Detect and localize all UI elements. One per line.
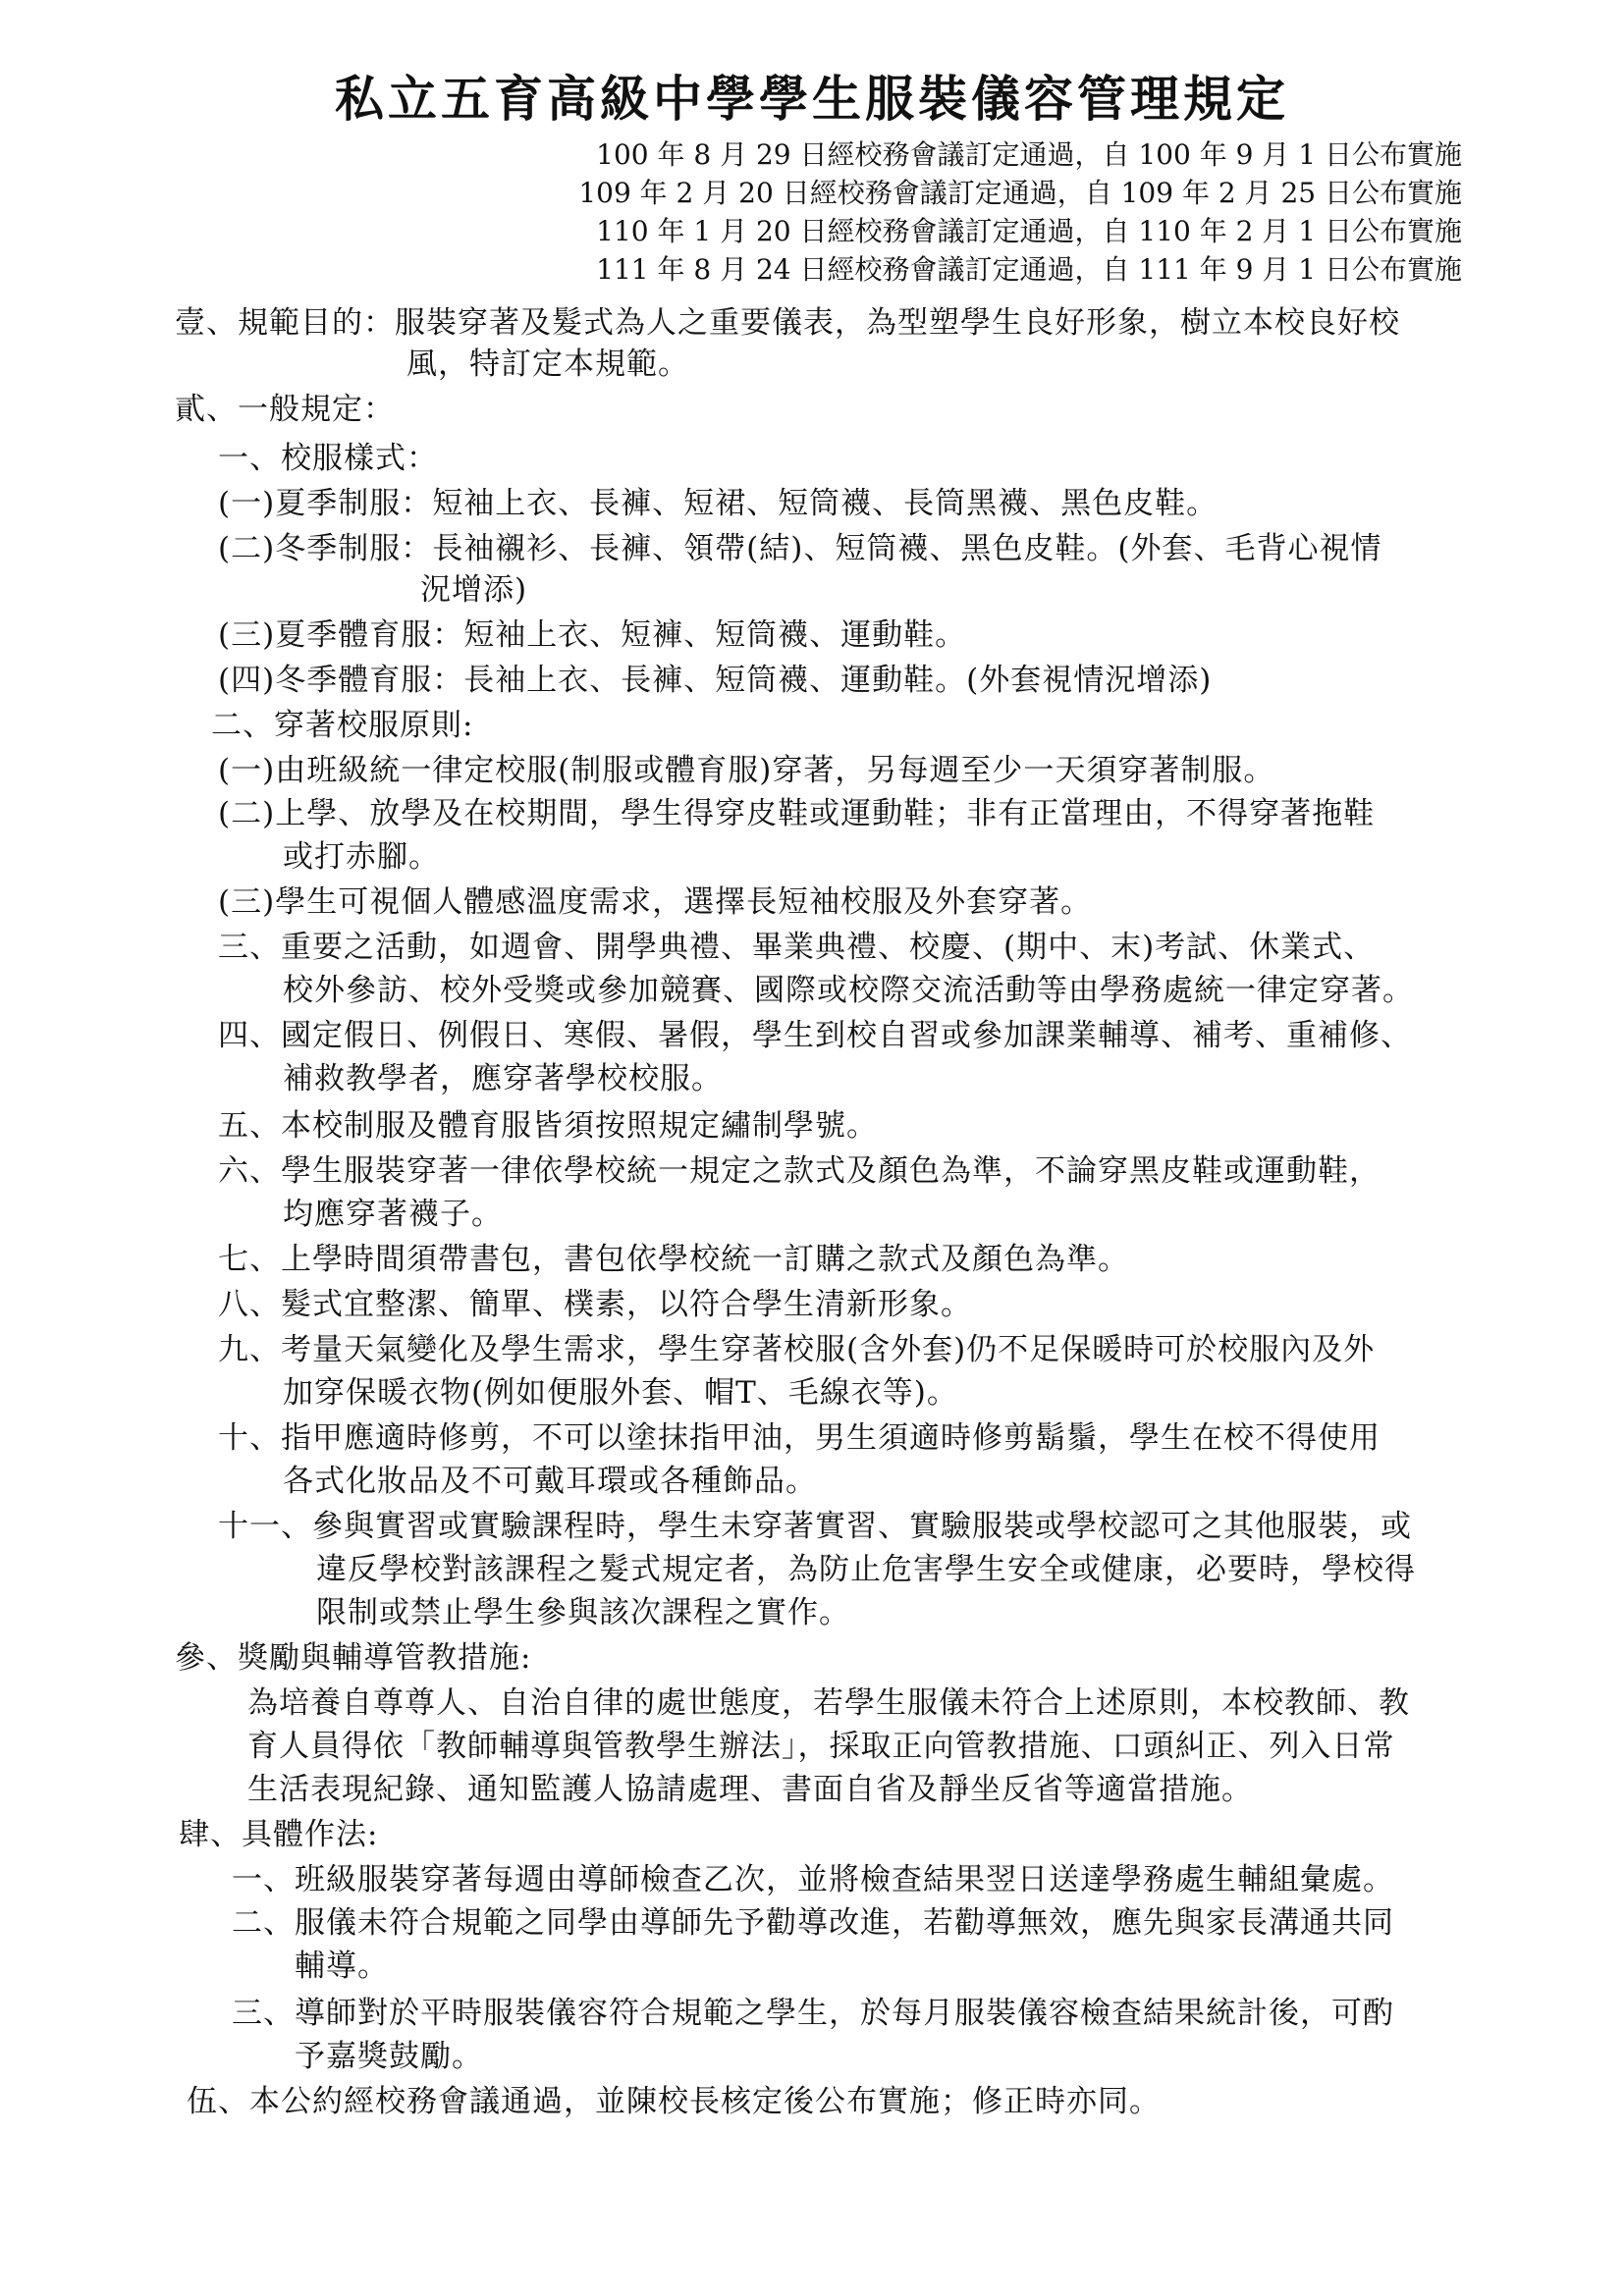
section-discipline: 參、獎勵與輔導管教措施: [175,1640,532,1676]
text-line: (三)學生可視個人體感溫度需求，選擇長短袖校服及外套穿著。 [218,884,1093,920]
item-heading: 一、校服樣式： [218,441,438,476]
text-line: 七、上學時間須帶書包，書包依學校統一訂購之款式及顏色為準。 [218,1242,1129,1277]
text-line: 輔導。 [295,1949,389,1984]
text-line: (四)冬季體育服：長袖上衣、長褲、短筒襪、運動鞋。(外套視情況增添) [218,663,1213,698]
text-line: 六、學生服裝穿著一律依學校統一規定之款式及顏色為準，不論穿黑皮鞋或運動鞋， [218,1153,1380,1189]
text-line: 予嘉獎鼓勵。 [295,2039,483,2074]
section-practice: 肆、具體作法: [179,1817,379,1852]
text-line: 十、指甲應適時修剪，不可以塗抹指甲油，男生須適時修剪鬍鬚，學生在校不得使用 [218,1420,1380,1456]
revision-line: 110 年 1 月 20 日經校務會議訂定通過，自 110 年 2 月 1 日公布實施 [596,215,1462,247]
text-line: 各式化妝品及不可戴耳環或各種飾品。 [283,1464,817,1499]
text-line: (二)上學、放學及在校期間，學生得穿皮鞋或運動鞋；非有正當理由，不得穿著拖鞋 [218,796,1376,831]
text-line: (一)夏季制服：短袖上衣、長褲、短裙、短筒襪、長筒黑襪、黑色皮鞋。 [218,486,1218,521]
page-title: 私立五育高級中學學生服裝儀容管理規定 [335,70,1289,128]
text-line: 加穿保暖衣物(例如便服外套、帽T、毛線衣等)。 [283,1375,958,1411]
text-line: 育人員得依「教師輔導與管教學生辦法」，採取正向管教措施、口頭糾正、列入日常 [247,1729,1395,1764]
text-line: 違反學校對該課程之髮式規定者，為防止危害學生安全或健康，必要時，學校得 [316,1552,1416,1587]
text-line: 或打赤腳。 [283,839,440,875]
text-line: 風，特訂定本規範。 [406,347,689,382]
section-general: 貳、一般規定： [175,392,395,427]
text-line: 均應穿著襪子。 [283,1197,503,1232]
text-line: (一)由班級統一律定校服(制服或體育服)穿著，另每週至少一天須穿著制服。 [218,753,1275,788]
text-line: 校外參訪、校外受獎或參加競賽、國際或校際交流活動等由學務處統一律定穿著。 [283,973,1414,1008]
revision-line: 111 年 8 月 24 日經校務會議訂定通過，自 111 年 9 月 1 日公布實施 [596,253,1462,286]
text-line: 生活表現紀錄、通知監護人協請處理、書面自省及靜坐反省等適當措施。 [247,1772,1253,1807]
text-line: (三)夏季體育服：短袖上衣、短褲、短筒襪、運動鞋。 [218,617,967,653]
text-line: 一、班級服裝穿著每週由導師檢查乙次，並將檢查結果翌日送達學務處生輔組彙處。 [232,1862,1394,1897]
text-line: 限制或禁止學生參與該次課程之實作。 [316,1595,850,1630]
item-heading: 二、穿著校服原則: [211,708,474,743]
section-purpose: 壹、規範目的：服裝穿著及髮式為人之重要儀表，為型塑學生良好形象，樹立本校良好校 [175,305,1400,341]
text-line: 為培養自尊尊人、自治自律的處世態度，若學生服儀未符合上述原則，本校教師、教 [247,1685,1410,1721]
text-line: 況增添) [420,572,528,608]
text-line: 五、本校制服及體育服皆須按照規定繡制學號。 [218,1108,878,1144]
text-line: 三、導師對於平時服裝儀容符合規範之學生，於每月服裝儀容檢查結果統計後，可酌 [232,1996,1394,2031]
revision-line: 100 年 8 月 29 日經校務會議訂定通過，自 100 年 9 月 1 日公布實施 [596,138,1462,171]
text-line: 八、髮式宜整潔、簡單、樸素，以符合學生清新形象。 [218,1287,972,1322]
text-line: (二)冬季制服：長袖襯衫、長褲、領帶(結)、短筒襪、黑色皮鞋。(外套、毛背心視情 [218,531,1382,566]
revision-line: 109 年 2 月 20 日經校務會議訂定通過，自 109 年 2 月 25 日公布實施 [578,177,1462,209]
text-line: 三、重要之活動，如週會、開學典禮、畢業典禮、校慶、(期中、末)考試、休業式、 [218,930,1376,965]
section-enactment: 伍、本公約經校務會議通過，並陳校長核定後公布實施；修正時亦同。 [187,2084,1161,2119]
text-line: 九、考量天氣變化及學生需求，學生穿著校服(含外套)仍不足保暖時可於校服內及外 [218,1332,1376,1367]
text-line: 四、國定假日、例假日、寒假、暑假，學生到校自習或參加課業輔導、補考、重補修、 [218,1018,1412,1053]
revision-history [578,135,1462,289]
text-line: 十一、參與實習或實驗課程時，學生未穿著實習、實驗服裝或學校認可之其他服裝，或 [218,1509,1412,1544]
text-line: 二、服儀未符合規範之同學由導師先予勸導改進，若勸導無效，應先與家長溝通共同 [232,1905,1394,1941]
text-line: 補救教學者，應穿著學校校服。 [283,1061,723,1096]
